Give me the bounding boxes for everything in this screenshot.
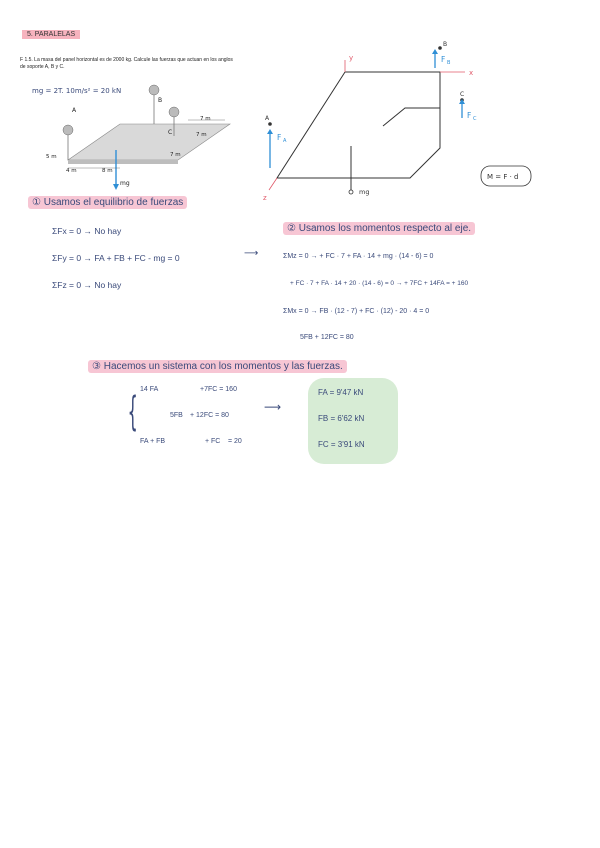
system-eq1-right: +7FC = 160 (200, 386, 237, 393)
fig-dim-4: 7 m (200, 116, 211, 122)
force-b-label: F (441, 55, 446, 64)
moment-formula: M = F · d (487, 173, 519, 181)
fig-dim-6: 7 m (170, 152, 181, 158)
system-eq2-right: + 12FC = 80 (190, 412, 229, 419)
sum-fy: ΣFy = 0 → FA + FB + FC - mg = 0 (52, 253, 180, 263)
panel-outline (277, 72, 440, 178)
arrow-connector: ⟶ (244, 248, 259, 259)
result-arrow: ⟶ (264, 400, 282, 414)
section-tag: 5. PARALELAS (22, 30, 80, 39)
fig-label-c: C (168, 129, 173, 136)
force-c-sub: C (473, 116, 477, 122)
fig-dim-5: 7 m (196, 132, 207, 138)
sum-mx-result: 5FB + 12FC = 80 (300, 334, 354, 341)
system-eq3-right: = 20 (228, 438, 242, 445)
textbook-figure (20, 80, 238, 192)
system-eq3-left: FA + FB (140, 438, 166, 445)
point-a (268, 122, 272, 126)
free-body-diagram (255, 38, 555, 208)
result-fa: FA = 9'47 kN (318, 388, 364, 397)
support-b-ball (149, 85, 159, 95)
fig-dim-2: 4 m (66, 168, 77, 174)
panel-shape (68, 124, 230, 160)
weight-label: mg (359, 188, 370, 196)
system-eq1-left: 14 FA (140, 386, 159, 393)
result-fc: FC = 3'91 kN (318, 440, 365, 449)
problem-statement: F 1.5. La masa del panel horizontal es de 2000 kg. Calcule las fuerzas que actuan en los anglos de soporte A, B y C. (20, 57, 233, 70)
section-1-title: ① Usamos el equilibrio de fuerzas (28, 196, 187, 209)
section-2-title: ② Usamos los momentos respecto al eje. (283, 222, 475, 235)
x-label: x (469, 69, 474, 77)
point-b (438, 46, 442, 50)
force-c-label: F (467, 111, 472, 120)
z-label: z (263, 194, 267, 202)
label-b: B (443, 41, 448, 48)
label-a: A (265, 115, 270, 122)
fig-label-b: B (158, 97, 163, 104)
sum-mz-expanded: + FC · 7 + FA · 14 + 20 · (14 - 6) = 0 → + 7FC + 14FA = + 160 (290, 280, 469, 287)
section-3-title: ③ Hacemos un sistema con los momentos y las fuerzas. (88, 360, 347, 373)
sum-mz: ΣMz = 0 → + FC · 7 + FA · 14 + mg · (14 - 6) = 0 (283, 253, 434, 260)
z-axis (269, 178, 277, 190)
mass-equation: mg = 2T. 10m/s² = 20 kN (32, 87, 122, 95)
support-a-ball (63, 125, 73, 135)
support-c-ball (169, 107, 179, 117)
sum-fx: ΣFx = 0 → No hay (52, 226, 122, 236)
system-brace: { (127, 389, 138, 435)
result-fb: FB = 6'62 kN (318, 414, 365, 423)
sum-fz: ΣFz = 0 → No hay (52, 280, 122, 290)
sum-mx: ΣMx = 0 → FB · (12 - 7) + FC · (12) - 20 · 4 = 0 (283, 308, 430, 315)
label-c: C (460, 91, 465, 98)
system-eq3-mid: + FC (205, 438, 221, 445)
system-eq2-left: 5FB (170, 412, 183, 419)
fig-dim-3: 8 m (102, 168, 113, 174)
panel-notch (383, 108, 440, 126)
fig-mg: mg (120, 180, 130, 187)
fig-label-a: A (72, 107, 77, 114)
force-b-sub: B (447, 60, 451, 66)
force-a-sub: A (283, 138, 287, 144)
force-a-label: F (277, 133, 282, 142)
y-label: y (349, 54, 354, 62)
fig-dim-1: 5 m (46, 154, 57, 160)
panel-edge (68, 160, 178, 164)
